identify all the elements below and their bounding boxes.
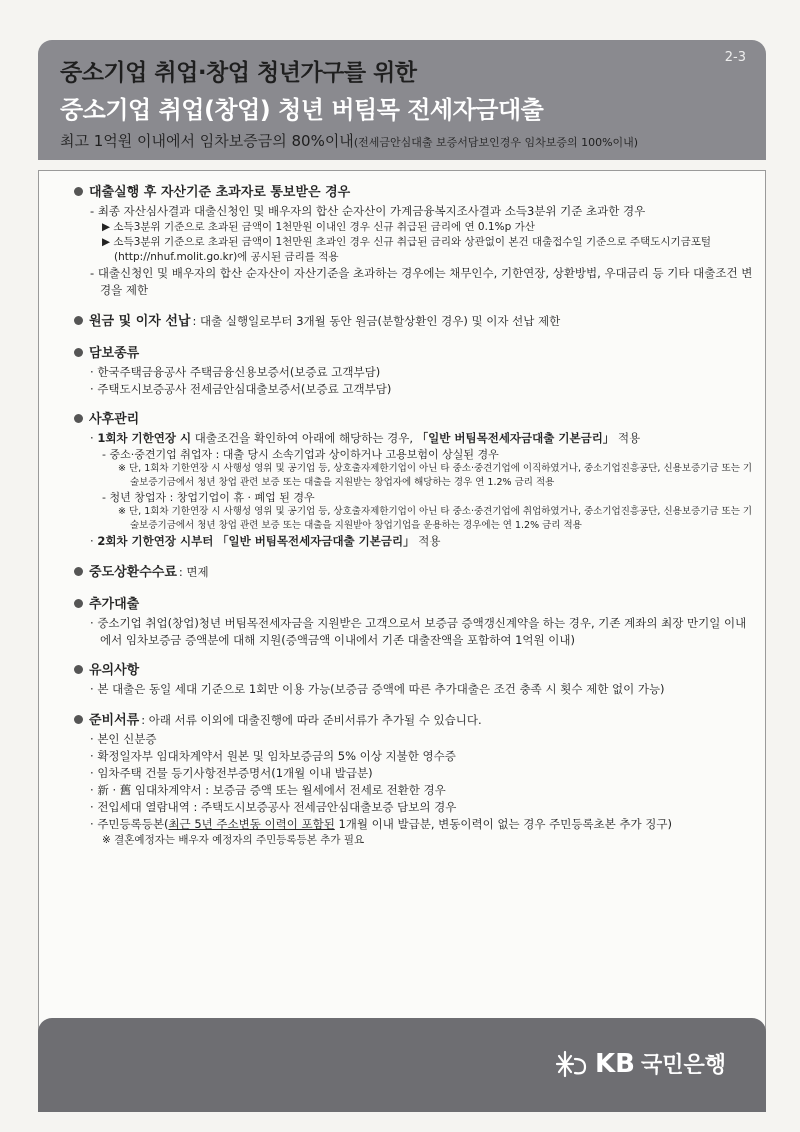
list-item: · 新 · 舊 임대차계약서 : 보증금 증액 또는 월세에서 전세로 전환한 경우 [90,783,446,797]
list-item: · 본 대출은 동일 세대 기준으로 1회만 이용 가능(보증금 증액에 따른 추가대출은 조건 충족 시 횟수 제한 없이 가능) [90,682,665,696]
list-item: - 대출신청인 및 배우자의 합산 순자산이 자산기준을 초과하는 경우에는 채무인수, 기한연장, 상환방법, 우대금리 등 기타 대출조건 변경을 제한 [90,266,753,297]
bullet-icon [74,567,83,576]
brand-text: KB [595,1048,635,1079]
title-banner [38,40,766,160]
kb-logo [555,1048,726,1079]
list-item: · 확정일자부 임대차계약서 원본 및 임차보증금의 5% 이상 지불한 영수증 [90,749,456,763]
section-documents [74,710,754,848]
sub-item: - 청년 창업자 : 창업기업이 휴 · 폐업 된 경우 [102,491,315,504]
list-item: · 중소기업 취업(창업)청년 버팀목전세자금을 지원받은 고객으로서 보증금 증액갱신계약을 하는 경우, 기존 계좌의 최장 만기일 이내에서 임차보증금 증액분에 대해 지원(증액금액 이내에서 기존 대출잔액을 포함하여 1억원 이내) [90,616,747,647]
subtitle-main: 최고 1억원 이내에서 임차보증금의 80%이내 [60,132,354,150]
section-title: 원금 및 이자 선납 [89,314,191,329]
bank-name: 국민은행 [640,1053,726,1078]
list-item: · 임차주택 건물 등기사항전부증명서(1개월 이내 발급분) [90,766,373,780]
note: ※ 결혼예정자는 배우자 예정자의 주민등록등본 추가 필요 [102,834,365,846]
list-item: · 주민등록등본(최근 5년 주소변동 이력이 포함된 1개월 이내 발급분, 변동이력이 없는 경우 주민등록초본 추가 징구) [90,817,673,831]
kb-star-icon [555,1049,589,1079]
title-line-1: 중소기업 취업·창업 청년가구를 위한 [60,60,417,86]
bullet-icon [74,316,83,325]
section-title: 준비서류 [89,713,140,728]
section-additional [74,595,754,649]
note: ※ 단, 1회차 기한연장 시 사행성 영위 및 공기업 등, 상호출자제한기업이 아닌 타 중소·중견기업에 이직하였거나, 중소기업진흥공단, 신용보증기금 또는 기술보증기금에서 청년 창업 관련 보증 또는 대출을 지원받는 창업자에 해당하는 경우 연 1.2% 금리 적용 [118,463,753,488]
bullet-icon [74,599,83,608]
list-item: · 한국주택금융공사 주택금융신용보증서(보증료 고객부담) [90,365,381,379]
sub-item: ▶ 소득3분위 기준으로 초과된 금액이 1천만원 초과인 경우 신규 취급된 금리와 상관없이 본건 대출접수일 기준으로 주택도시기금포털 (http://nhuf.molit.go.kr)에 공시된 금리를 적용 [102,236,712,263]
section-early-repayment [74,562,754,583]
section-prepay [74,311,754,332]
document-sheet [38,40,766,1040]
note: ※ 단, 1회차 기한연장 시 사행성 영위 및 공기업 등, 상호출자제한기업이 아닌 타 중소·중견기업에 취업하였거나, 중소기업진흥공단, 신용보증기금 또는 기술보증기금에서 청년 창업 관련 보증 또는 대출을 지원받아 창업기업을 운용하는 경우에는 연 1.2% 금리 적용 [118,506,753,531]
section-desc: : 아래 서류 이외에 대출진행에 따라 준비서류가 추가될 수 있습니다. [141,713,482,727]
section-title: 담보종류 [89,346,140,361]
section-title: 중도상환수수료 [89,565,177,580]
bullet-icon [74,187,83,196]
page-number: 2-3 [724,50,746,65]
bullet-icon [74,414,83,423]
section-collateral [74,344,754,398]
section-desc: : 면제 [178,565,209,579]
subtitle [60,130,638,151]
sub-item: ▶ 소득3분위 기준으로 초과된 금액이 1천만원 이내인 경우 신규 취급된 금리에 연 0.1%p 가산 [102,221,535,233]
list-item: · 주택도시보증공사 전세금안심대출보증서(보증료 고객부담) [90,382,392,396]
title-line-2: 중소기업 취업(창업) 청년 버팀목 전세자금대출 [60,96,544,124]
list-item: · 1회차 기한연장 시 대출조건을 확인하여 아래에 해당하는 경우, 「일반 버팀목전세자금대출 기본금리」 적용 [90,431,641,445]
bullet-icon [74,715,83,724]
section-title: 추가대출 [89,597,140,612]
section-desc: : 대출 실행일로부터 3개월 동안 원금(분할상환인 경우) 및 이자 선납 제한 [192,314,561,328]
section-asset [74,183,754,299]
bullet-icon [74,665,83,674]
list-item: - 최종 자산심사결과 대출신청인 및 배우자의 합산 순자산이 가계금융복지조사결과 소득3분위 기준 초과한 경우 [90,204,646,218]
section-notice [74,661,754,698]
subtitle-note: (전세금안심대출 보증서담보인경우 임차보증의 100%이내) [353,136,639,149]
bullet-icon [74,348,83,357]
section-after [74,410,754,550]
section-title: 대출실행 후 자산기준 초과자로 통보받은 경우 [89,185,351,200]
section-title: 사후관리 [89,412,140,427]
list-item: · 본인 신분증 [90,732,157,746]
content-box [38,170,766,1040]
section-title: 유의사항 [89,663,140,678]
list-item: · 전입세대 열람내역 : 주택도시보증공사 전세금안심대출보증 담보의 경우 [90,800,457,814]
footer-banner [38,1018,766,1112]
sub-item: - 중소·중견기업 취업자 : 대출 당시 소속기업과 상이하거나 고용보험이 상실된 경우 [102,448,499,461]
list-item: · 2회차 기한연장 시부터 「일반 버팀목전세자금대출 기본금리」 적용 [90,534,441,548]
